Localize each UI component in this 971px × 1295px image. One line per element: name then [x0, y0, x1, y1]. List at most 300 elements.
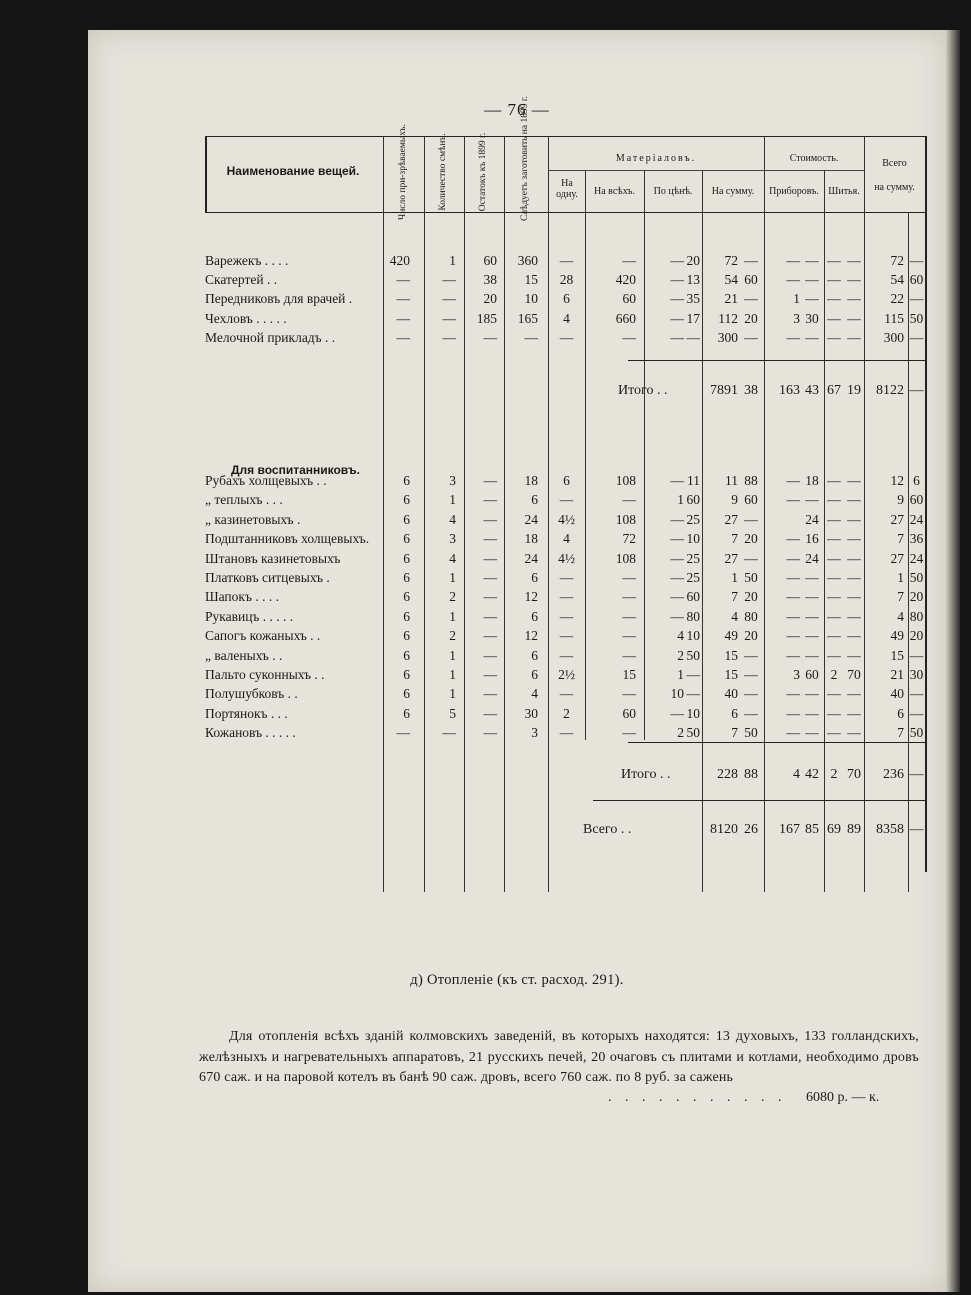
cell-s2: —: [744, 550, 758, 566]
cell-s1: 27: [724, 511, 738, 527]
cell-n2: —: [442, 291, 456, 307]
table-row: [88, 530, 946, 547]
cell-n4: 6: [531, 570, 538, 585]
cell-n4: 12: [524, 628, 538, 644]
header-cost: Стоимость.: [789, 153, 839, 164]
total-g1: 236: [883, 767, 904, 782]
table-row: [88, 724, 946, 741]
cell-n1: 6: [403, 511, 410, 527]
cell-s1: 1: [731, 570, 738, 585]
cell-m4: 17: [686, 310, 700, 326]
heating-leader: . . . . . . . . . . .: [608, 1090, 787, 1105]
cell-s2: 20: [744, 628, 758, 644]
table-row: [88, 685, 946, 702]
header-inmates: Число при-зрѣваемыхъ.: [398, 124, 408, 220]
cell-t1: —: [786, 492, 800, 508]
cell-n4: 12: [524, 589, 538, 605]
total-t1: 163: [779, 383, 800, 398]
cell-g1: 6: [897, 705, 904, 721]
cell-t1: —: [786, 628, 800, 644]
cell-m3: —: [670, 589, 684, 605]
item-name: Сапогъ кожаныхъ . .: [205, 628, 321, 644]
cell-n1: 6: [403, 608, 410, 624]
cell-m3: —: [670, 570, 684, 585]
cell-n2: 2: [449, 589, 456, 605]
cell-n3: 185: [476, 310, 497, 326]
cell-n4: 360: [517, 253, 538, 268]
cell-n4: 6: [531, 492, 538, 508]
item-name: Варежекъ . . . .: [205, 253, 289, 268]
cell-t4: —: [847, 511, 861, 527]
cell-t2: —: [805, 647, 819, 663]
cell-n4: 24: [524, 550, 538, 566]
header-total-sum: на сумму.: [874, 182, 915, 193]
cell-m2: 108: [615, 511, 636, 527]
cell-t2: 16: [805, 531, 819, 547]
cell-n1: —: [396, 310, 410, 326]
item-name: Портянокъ . . .: [205, 705, 288, 721]
cell-s1: 4: [731, 608, 738, 624]
cell-m4: —: [686, 329, 700, 345]
cell-g1: 21: [890, 667, 904, 682]
cell-n1: 6: [403, 628, 410, 644]
cell-s2: —: [744, 705, 758, 721]
cell-g2: 20: [909, 628, 924, 644]
cell-n2: 1: [449, 570, 456, 585]
cell-g2: —: [909, 329, 924, 345]
total-t3: 2: [830, 767, 838, 782]
table-row: [88, 647, 946, 664]
cell-m2: 72: [622, 531, 636, 547]
cell-n3: —: [483, 473, 497, 488]
cell-n1: 6: [403, 667, 410, 682]
cell-t2: 30: [805, 310, 819, 326]
cell-n1: —: [396, 291, 410, 307]
cell-s2: 50: [744, 725, 758, 741]
total-t1: 4: [793, 767, 800, 782]
cell-s1: 15: [724, 647, 738, 663]
cell-t4: —: [847, 570, 861, 585]
cell-n1: 420: [389, 253, 410, 268]
page-edge: [946, 30, 960, 1292]
cell-t3: —: [827, 686, 841, 702]
cell-m1: —: [559, 253, 574, 268]
cell-m1: 4½: [558, 511, 575, 527]
cell-m4: 10: [686, 705, 700, 721]
header-for-all: На всѣхъ.: [594, 186, 635, 197]
cell-n4: 165: [517, 310, 538, 326]
cell-n4: —: [524, 329, 538, 345]
grand-total-rule: [593, 800, 925, 801]
cell-t1: —: [786, 589, 800, 605]
total-s2: 88: [744, 767, 758, 782]
cell-m1: —: [559, 570, 574, 585]
cell-t1: —: [786, 647, 800, 663]
item-name: „ валеныхъ . .: [205, 647, 283, 663]
heating-amount: 6080 р. — к.: [806, 1090, 880, 1105]
cell-m4: 20: [686, 253, 700, 268]
cell-m1: —: [559, 647, 574, 663]
cell-s1: 6: [731, 705, 738, 721]
cell-s2: —: [744, 511, 758, 527]
cell-m3: —: [670, 310, 684, 326]
header-sewing: Шитья.: [828, 186, 860, 197]
cell-g1: 12: [890, 473, 904, 488]
header-name: Наименование вещей.: [226, 164, 360, 178]
cell-t1: —: [786, 570, 800, 585]
cell-m4: —: [686, 667, 700, 682]
cell-g2: —: [909, 686, 924, 702]
cell-t2: —: [805, 628, 819, 644]
cell-t3: —: [827, 473, 841, 488]
cell-g1: 115: [884, 310, 904, 326]
cell-n2: 1: [449, 686, 456, 702]
cell-t2: —: [805, 686, 819, 702]
cell-g1: 7: [897, 589, 904, 605]
cell-m3: 4: [677, 628, 684, 644]
heating-paragraph: [199, 1027, 919, 1089]
subtotal-a-label: Итого . .: [618, 383, 668, 398]
cell-t2: —: [805, 253, 819, 268]
cell-n3: —: [483, 686, 497, 702]
cell-m2: 108: [615, 473, 636, 488]
total-t2: 43: [805, 383, 819, 398]
item-name: Штановъ казинетовыхъ: [205, 550, 341, 566]
item-name: Мелочной прикладъ . .: [205, 329, 336, 345]
cell-t1: —: [786, 705, 800, 721]
cell-s2: 50: [744, 570, 758, 585]
cell-g1: 7: [897, 531, 904, 547]
cell-n4: 18: [524, 473, 538, 488]
cell-t1: 1: [793, 291, 800, 307]
cell-t4: —: [847, 628, 861, 644]
cell-g1: 49: [890, 628, 904, 644]
cell-n2: 3: [449, 531, 456, 547]
cell-t2: —: [805, 608, 819, 624]
cell-g1: 15: [890, 647, 904, 663]
cell-g2: 20: [909, 589, 924, 605]
section-title: Для воспитанниковъ.: [231, 463, 360, 477]
cell-n1: —: [396, 329, 410, 345]
cell-g1: 300: [883, 329, 904, 345]
cell-t1: —: [786, 686, 800, 702]
cell-s2: 60: [744, 272, 758, 288]
cell-s1: 15: [724, 667, 738, 682]
cell-g1: 1: [897, 570, 904, 585]
cell-t3: —: [827, 608, 841, 624]
cell-s2: —: [744, 329, 758, 345]
cell-n3: 20: [483, 291, 497, 307]
cell-n4: 10: [524, 291, 538, 307]
cell-n1: 6: [403, 531, 410, 547]
cell-t1: 3: [793, 667, 800, 682]
cell-t4: —: [847, 272, 861, 288]
cell-n1: 6: [403, 550, 410, 566]
item-name: Платковъ ситцевыхъ .: [205, 570, 330, 585]
cell-n3: 38: [483, 272, 497, 288]
cell-n2: 1: [449, 253, 456, 268]
cell-n1: 6: [403, 589, 410, 605]
cell-t3: —: [827, 511, 841, 527]
header-per-one: На одну.: [556, 178, 578, 200]
header-remainder: Остатокъ къ 1899 г.: [478, 132, 488, 212]
grand-total-label: Всего . .: [583, 822, 632, 837]
cell-n3: —: [483, 608, 497, 624]
cell-g1: 40: [890, 686, 904, 702]
cell-s2: —: [744, 667, 758, 682]
item-name: „ казинетовыхъ .: [205, 511, 301, 527]
cell-n4: 4: [531, 686, 538, 702]
cell-n3: —: [483, 667, 497, 682]
cell-t1: —: [786, 531, 800, 547]
table-row: [88, 705, 946, 722]
cell-m3: —: [670, 291, 684, 307]
cell-n2: —: [442, 725, 456, 741]
cell-t4: —: [847, 705, 861, 721]
header-materials: Матеріаловъ.: [615, 153, 697, 164]
cell-m4: 13: [686, 272, 700, 288]
cell-t4: —: [847, 310, 861, 326]
cell-g2: —: [909, 647, 924, 663]
cell-g2: 6: [913, 473, 920, 488]
cell-m2: —: [622, 608, 636, 624]
cell-g2: —: [909, 705, 924, 721]
cell-n2: 2: [449, 628, 456, 644]
cell-s1: 11: [725, 473, 738, 488]
cell-t1: —: [786, 329, 800, 345]
cell-m4: 11: [687, 473, 700, 488]
subtotal-b-label: Итого . .: [621, 767, 671, 782]
cell-s2: 20: [744, 589, 758, 605]
cell-m4: 50: [686, 647, 700, 663]
cell-m1: —: [559, 725, 574, 741]
cell-n2: 4: [449, 511, 456, 527]
cell-n2: —: [442, 329, 456, 345]
total-g1: 8358: [876, 822, 904, 837]
table-row: [88, 608, 946, 625]
cell-m2: 60: [622, 705, 636, 721]
total-s2: 26: [744, 822, 758, 837]
cell-m4: 10: [686, 531, 700, 547]
subtotal-rule: [628, 360, 925, 361]
cell-t2: —: [805, 272, 819, 288]
cell-t4: —: [847, 725, 861, 741]
cell-t3: —: [827, 272, 841, 288]
heating-heading: д) Отопленіе (къ ст. расход. 291).: [410, 972, 624, 988]
total-g2: —: [909, 767, 924, 782]
table-row: [88, 491, 946, 508]
cell-t4: —: [847, 589, 861, 605]
cell-n1: 6: [403, 686, 410, 702]
cell-n3: —: [483, 589, 497, 605]
cell-g2: 36: [909, 531, 924, 547]
cell-g2: 80: [909, 608, 924, 624]
cell-m1: 6: [563, 291, 570, 307]
cell-s2: 20: [744, 531, 758, 547]
cell-t3: —: [827, 310, 841, 326]
cell-n4: 18: [524, 531, 538, 547]
cell-g2: 30: [909, 667, 924, 682]
cell-m3: 2: [677, 647, 684, 663]
table-row: [88, 252, 946, 269]
cell-m4: 50: [686, 725, 700, 741]
table-row: [88, 666, 946, 683]
cell-m2: —: [622, 253, 636, 268]
table-row: [88, 472, 946, 489]
total-g2: —: [909, 822, 924, 837]
heating-text: Для отопленія всѣхъ зданій колмовскихъ заведеній, въ которыхъ находятся: 13 духовыхъ, 133 голландскихъ, желѣзныхъ и нагревательныхъ аппаратовъ, 21 русскихъ печей, 20 очаговъ съ плитами и котлами, необходимо дровъ 670 саж. и на паровой котелъ въ банѣ 90 саж. дровъ, всего 760 саж. по 8 руб. за сажень: [199, 1029, 919, 1085]
cell-t4: 70: [847, 667, 861, 682]
cell-s1: 300: [717, 329, 738, 345]
cell-s1: 9: [731, 492, 738, 508]
cell-n2: 1: [449, 647, 456, 663]
cell-s1: 27: [724, 550, 738, 566]
header-sum: На сумму.: [711, 186, 755, 197]
cell-t2: 18: [805, 473, 819, 488]
cell-m2: —: [622, 492, 636, 508]
cell-m3: —: [670, 329, 684, 345]
cell-m2: —: [622, 686, 636, 702]
materials-rule: [548, 170, 766, 171]
cell-s1: 7: [731, 531, 738, 547]
cell-m3: —: [670, 473, 684, 488]
cell-t1: —: [786, 272, 800, 288]
cell-n3: —: [483, 329, 497, 345]
table-row: [88, 290, 946, 307]
item-name: Рукавицъ . . . . .: [205, 608, 294, 624]
cell-m3: —: [670, 550, 684, 566]
cell-n3: —: [483, 705, 497, 721]
cell-g1: 22: [890, 291, 904, 307]
cell-m2: —: [622, 570, 636, 585]
table-row: [88, 329, 946, 346]
cell-t1: —: [786, 253, 800, 268]
cell-g1: 9: [897, 492, 904, 508]
cell-m3: —: [670, 511, 684, 527]
cell-m2: —: [622, 329, 636, 345]
cell-t1: —: [786, 473, 800, 488]
cell-n3: —: [483, 550, 497, 566]
header-to-procure: Слѣдуетъ заготовить на 1899 г.: [520, 95, 530, 221]
total-t3: 67: [827, 383, 841, 398]
table-row: [88, 569, 946, 586]
total-g2: —: [909, 383, 924, 398]
total-t4: 19: [847, 383, 861, 398]
cell-t2: —: [805, 329, 819, 345]
cell-g1: 27: [890, 511, 904, 527]
cell-s2: —: [744, 253, 758, 268]
cell-t2: —: [805, 492, 819, 508]
cell-t3: —: [827, 550, 841, 566]
cell-g1: 72: [890, 253, 904, 268]
left-rule: [205, 136, 207, 212]
cell-t1: —: [786, 725, 800, 741]
cost-rule: [764, 170, 864, 171]
total-s2: 38: [744, 383, 758, 398]
cell-s2: 20: [744, 310, 758, 326]
cell-m2: 108: [615, 550, 636, 566]
item-name: „ теплыхъ . . .: [205, 492, 283, 508]
header-price: По цѣнѣ.: [653, 186, 693, 197]
cell-m2: 660: [615, 310, 636, 326]
cell-t3: —: [827, 329, 841, 345]
cell-n4: 6: [531, 667, 538, 682]
cell-g1: 7: [897, 725, 904, 741]
cell-n2: —: [442, 272, 456, 288]
cell-n1: 6: [403, 647, 410, 663]
item-name: Передниковъ для врачей .: [205, 291, 353, 307]
cell-n2: 1: [449, 667, 456, 682]
cell-t3: —: [827, 589, 841, 605]
cell-t3: —: [827, 253, 841, 268]
cell-m4: —: [686, 686, 700, 702]
cell-n2: 1: [449, 492, 456, 508]
cell-n4: 30: [524, 705, 538, 721]
cell-s1: 72: [724, 253, 738, 268]
cell-m2: —: [622, 725, 636, 741]
cell-m2: 420: [615, 272, 636, 288]
item-name: Подштанниковъ холщевыхъ.: [205, 531, 370, 547]
total-t3: 69: [827, 822, 841, 837]
cell-t3: —: [827, 570, 841, 585]
cell-n4: 24: [524, 511, 538, 527]
cell-m3: 1: [677, 667, 684, 682]
item-name: Скатертей . .: [205, 272, 278, 288]
cell-m1: 28: [559, 272, 574, 288]
cell-n3: —: [483, 628, 497, 644]
cell-s2: —: [744, 291, 758, 307]
cell-n3: —: [483, 531, 497, 547]
cell-m2: —: [622, 589, 636, 605]
cell-n2: 3: [449, 473, 456, 488]
cell-n2: 4: [449, 550, 456, 566]
cell-g1: 54: [890, 272, 904, 288]
cell-t2: 24: [805, 550, 819, 566]
cell-n3: 60: [483, 253, 497, 268]
cell-t4: —: [847, 531, 861, 547]
item-name: Шапокъ . . . .: [205, 589, 279, 605]
cell-t2: —: [805, 291, 819, 307]
cell-m1: 4½: [558, 550, 575, 566]
cell-m4: 25: [686, 570, 700, 585]
cell-t4: —: [847, 291, 861, 307]
cell-t3: —: [827, 628, 841, 644]
cell-n2: 5: [449, 705, 456, 721]
cell-n4: 3: [531, 725, 538, 741]
header-sets: Количество смѣнъ.: [438, 133, 448, 211]
cell-t2: —: [805, 705, 819, 721]
table-row: [88, 627, 946, 644]
cell-s2: 88: [744, 473, 758, 488]
cell-m1: 6: [563, 473, 570, 488]
cell-m1: 4: [563, 310, 570, 326]
cell-m3: —: [670, 253, 684, 268]
cell-t2: —: [805, 589, 819, 605]
cell-t4: —: [847, 550, 861, 566]
cell-g2: 50: [909, 310, 924, 326]
header-bottom-rule: [205, 212, 925, 213]
cell-m4: 60: [686, 589, 700, 605]
cell-m3: 10: [670, 686, 684, 702]
cell-t1: 3: [793, 310, 800, 326]
table-row: [88, 511, 946, 528]
item-name: Пальто суконныхъ . .: [205, 667, 325, 682]
cell-n4: 6: [531, 647, 538, 663]
cell-g1: 27: [890, 550, 904, 566]
cell-t3: 2: [830, 667, 838, 682]
cell-s2: —: [744, 647, 758, 663]
cell-g2: —: [909, 291, 924, 307]
